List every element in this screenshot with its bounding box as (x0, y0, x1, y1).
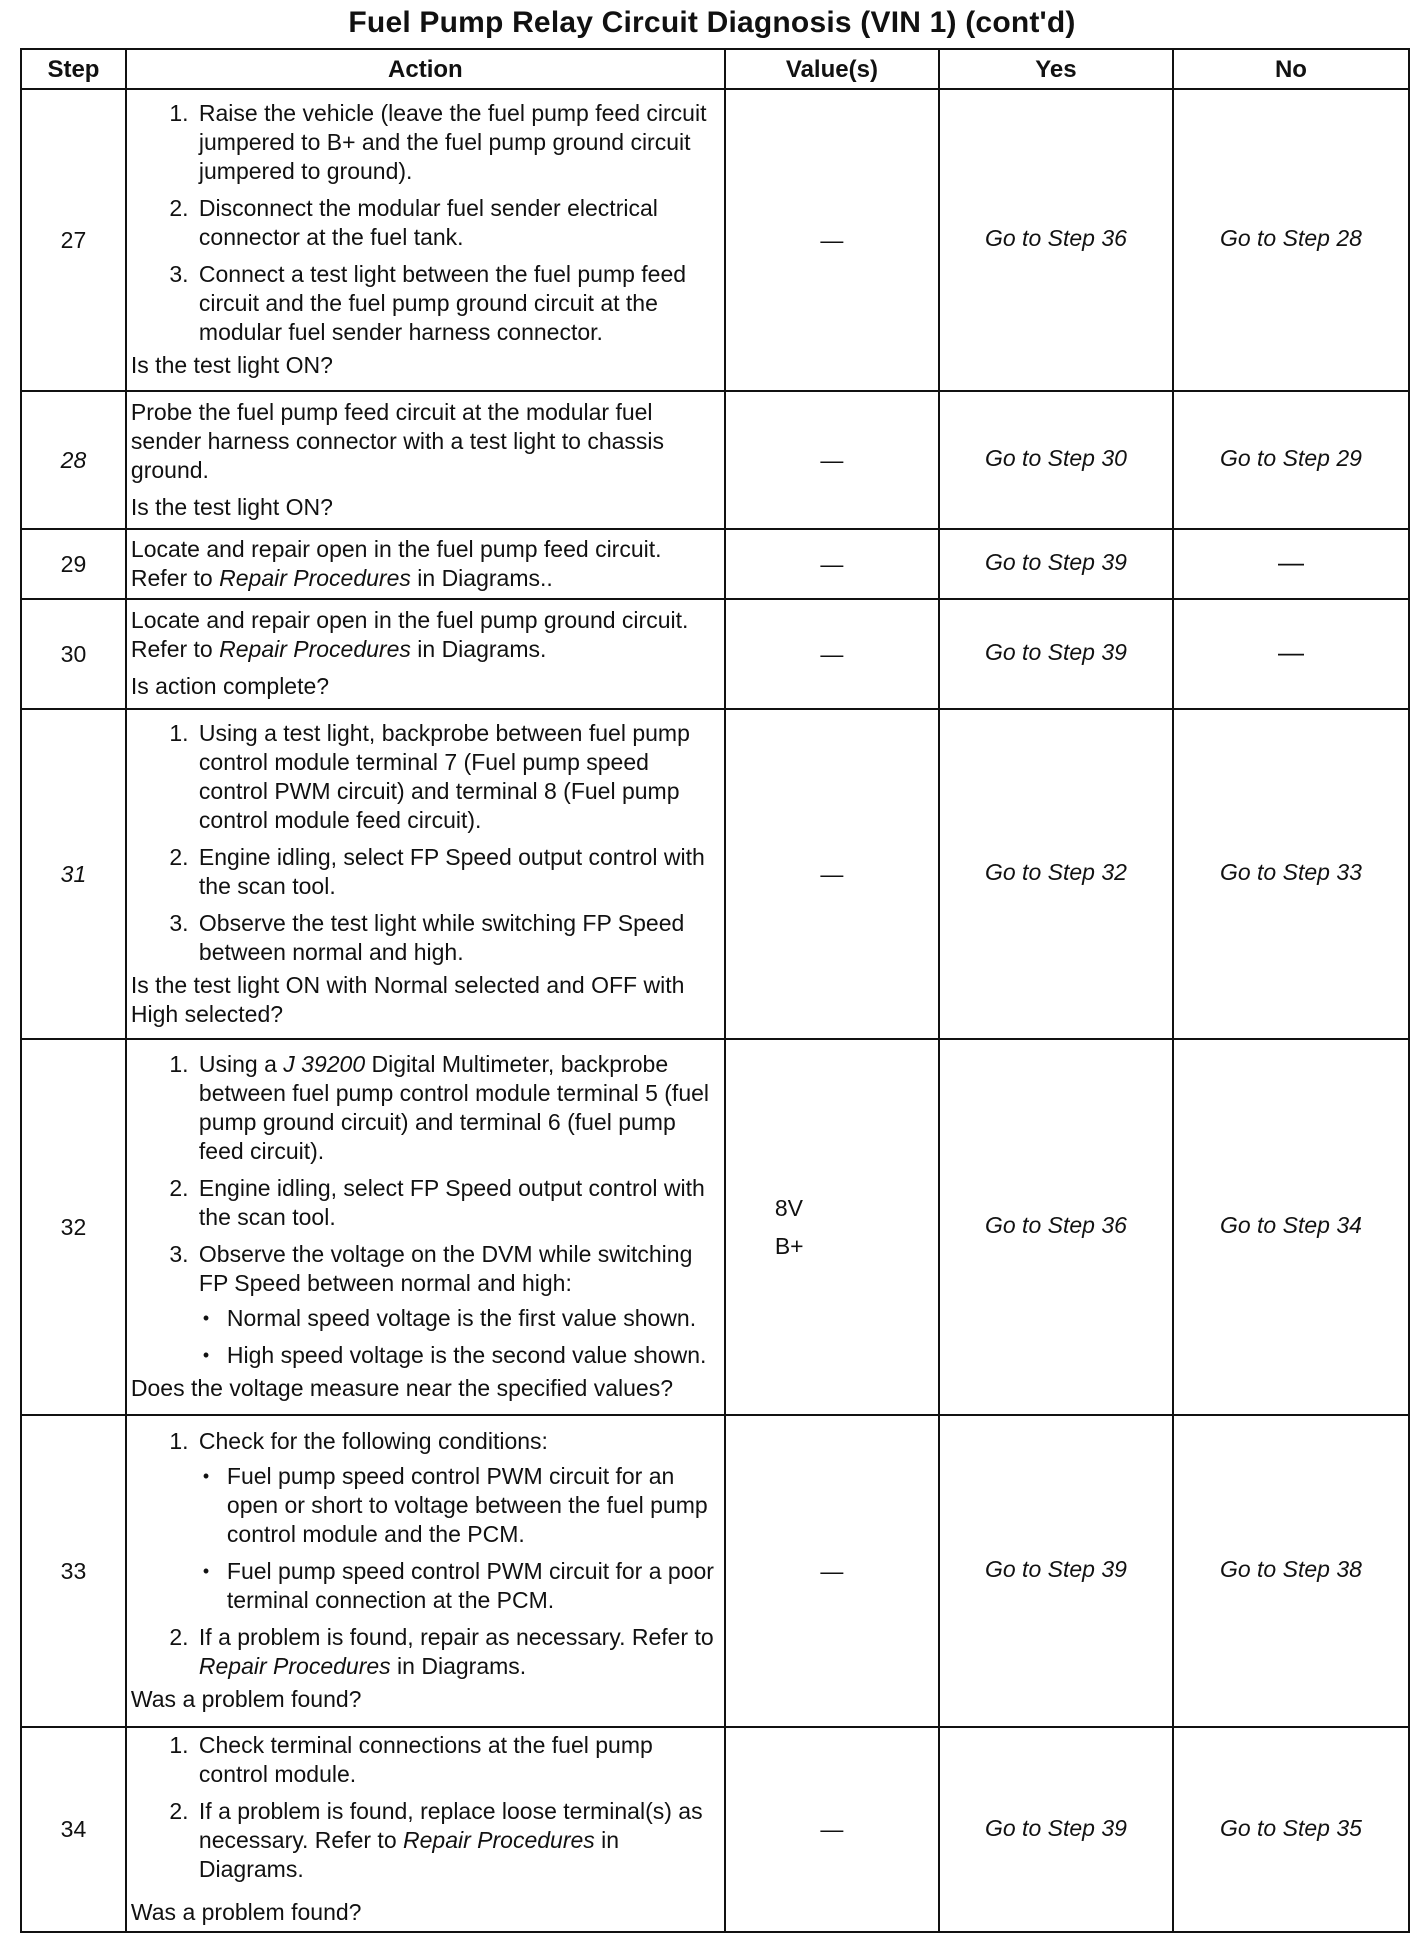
no-result: — (1173, 529, 1409, 599)
value-cell: — (725, 529, 939, 599)
action-item: 2. Engine idling, select FP Speed output control with the scan tool. (195, 1174, 718, 1232)
table-row-step-27 (21, 89, 1409, 391)
no-result: Go to Step 38 (1173, 1415, 1409, 1727)
yes-result: Go to Step 39 (939, 1415, 1173, 1727)
step-number: 29 (21, 529, 126, 599)
action-text-part: Locate and repair open in the fuel pump feed circuit. Refer to (130, 535, 662, 591)
no-result: Go to Step 29 (1173, 391, 1409, 529)
no-result: Go to Step 35 (1173, 1727, 1409, 1932)
action-cell (126, 1039, 725, 1415)
action-item (195, 1050, 718, 1166)
action-item (195, 1797, 718, 1884)
no-result: Go to Step 33 (1173, 709, 1409, 1039)
action-item: 2. Engine idling, select FP Speed output control with the scan tool. (195, 843, 718, 901)
header-step: Step (21, 49, 126, 89)
step-number: 28 (21, 391, 126, 529)
question-text: Does the voltage measure near the specified values? (130, 1375, 674, 1401)
bullet-item: • High speed voltage is the second value shown. (227, 1341, 718, 1370)
action-item: 3. Observe the test light while switching FP Speed between normal and high. (195, 909, 718, 967)
step-number: 33 (21, 1415, 126, 1727)
action-text-part: If a problem is found, repair as necessary. Refer to (198, 1624, 714, 1650)
action-text-part: in Diagrams. (198, 1827, 620, 1882)
action-text-part: in Diagrams. (410, 636, 547, 662)
question-text: Was a problem found? (130, 1686, 362, 1712)
no-result: Go to Step 28 (1173, 89, 1409, 391)
action-text-part: in Diagrams.. (410, 564, 553, 591)
yes-result: Go to Step 30 (939, 391, 1173, 529)
action-cell (126, 529, 725, 599)
yes-result: Go to Step 32 (939, 709, 1173, 1039)
header-no: No (1173, 49, 1409, 89)
action-cell (126, 709, 725, 1039)
action-text-part: If a problem is found, replace loose terminal(s) as necessary. Refer to (198, 1798, 703, 1853)
value-cell: — (725, 599, 939, 709)
action-text (131, 535, 718, 593)
step-number: 31 (21, 709, 126, 1039)
step-number: 27 (21, 89, 126, 391)
action-cell (126, 1415, 725, 1727)
yes-result: Go to Step 39 (939, 1727, 1173, 1932)
step-number: 30 (21, 599, 126, 709)
action-text-part: Digital Multimeter, backprobe between fuel pump control module terminal 5 (fuel pump ground circuit) and terminal 6 (fuel pump feed circuit). (198, 1051, 710, 1164)
question-text: Is the test light ON with Normal selected and OFF with High selected? (130, 971, 685, 1027)
value-cell: — (725, 709, 939, 1039)
bullet-item: • Fuel pump speed control PWM circuit for a poor terminal connection at the PCM. (227, 1557, 718, 1615)
action-item (195, 1240, 718, 1370)
question-text: Is the test light ON? (130, 493, 333, 520)
header-row (21, 49, 1409, 89)
step-number: 32 (21, 1039, 126, 1415)
repair-procedures-ref: Repair Procedures (219, 564, 411, 591)
value-high: B+ (774, 1233, 804, 1259)
action-item: 1. Raise the vehicle (leave the fuel pump feed circuit jumpered to B+ and the fuel pump ground circuit jumpered to ground). (195, 99, 718, 186)
tool-ref: J 39200 (283, 1051, 366, 1077)
repair-procedures-ref: Repair Procedures (219, 636, 411, 662)
action-text-part: Locate and repair open in the fuel pump ground circuit. Refer to (130, 607, 689, 662)
yes-result: Go to Step 36 (939, 1039, 1173, 1415)
question-text: Was a problem found? (130, 1899, 362, 1925)
value-cell: — (725, 391, 939, 529)
bullet-item: • Fuel pump speed control PWM circuit for an open or short to voltage between the fuel pump control module and the PCM. (227, 1462, 718, 1549)
header-action: Action (126, 49, 725, 89)
action-text-part: Check for the following conditions: (198, 1428, 548, 1454)
no-result: — (1173, 599, 1409, 709)
action-text-part: Using a (198, 1051, 284, 1077)
action-text (131, 606, 718, 664)
action-cell (126, 1727, 725, 1932)
repair-procedures-ref: Repair Procedures (403, 1827, 595, 1853)
action-item: 3. Connect a test light between the fuel pump feed circuit and the fuel pump ground circuit at the modular fuel sender harness connector. (195, 260, 718, 347)
diagnosis-table (20, 48, 1410, 1933)
question-text: Is action complete? (130, 673, 330, 699)
value-cell: — (725, 89, 939, 391)
action-cell (126, 89, 725, 391)
question-text: Is the test light ON? (130, 352, 333, 378)
table-row-step-31 (21, 709, 1409, 1039)
action-text-part: Observe the voltage on the DVM while switching FP Speed between normal and high: (198, 1241, 693, 1296)
table-row-step-28 (21, 391, 1409, 529)
value-cell: — (725, 1727, 939, 1932)
page-title: Fuel Pump Relay Circuit Diagnosis (VIN 1) (cont'd) (348, 6, 1076, 39)
action-item: 1. Check terminal connections at the fuel pump control module. (195, 1731, 718, 1789)
table-row-step-32 (21, 1039, 1409, 1415)
action-item: 1. Using a test light, backprobe between fuel pump control module terminal 7 (Fuel pump speed control PWM circuit) and terminal 8 (Fuel pump control module feed circuit). (195, 719, 718, 835)
no-result: Go to Step 34 (1173, 1039, 1409, 1415)
action-cell (126, 599, 725, 709)
action-item (195, 1623, 718, 1681)
header-yes: Yes (939, 49, 1173, 89)
table-row-step-29 (21, 529, 1409, 599)
value-normal: 8V (774, 1195, 803, 1221)
action-text: Probe the fuel pump feed circuit at the modular fuel sender harness connector with a test light to chassis ground. (130, 398, 665, 483)
action-text-part: in Diagrams. (390, 1653, 527, 1679)
action-cell (126, 391, 725, 529)
table-row-step-33 (21, 1415, 1409, 1727)
value-cell (725, 1039, 939, 1415)
header-values: Value(s) (725, 49, 939, 89)
value-cell: — (725, 1415, 939, 1727)
table-row-step-34 (21, 1727, 1409, 1932)
yes-result: Go to Step 39 (939, 529, 1173, 599)
repair-procedures-ref: Repair Procedures (198, 1653, 391, 1679)
yes-result: Go to Step 39 (939, 599, 1173, 709)
action-item: 2. Disconnect the modular fuel sender electrical connector at the fuel tank. (195, 194, 718, 252)
yes-result: Go to Step 36 (939, 89, 1173, 391)
step-number: 34 (21, 1727, 126, 1932)
bullet-item: • Normal speed voltage is the first value shown. (227, 1304, 718, 1333)
action-item (195, 1427, 718, 1615)
table-row-step-30 (21, 599, 1409, 709)
